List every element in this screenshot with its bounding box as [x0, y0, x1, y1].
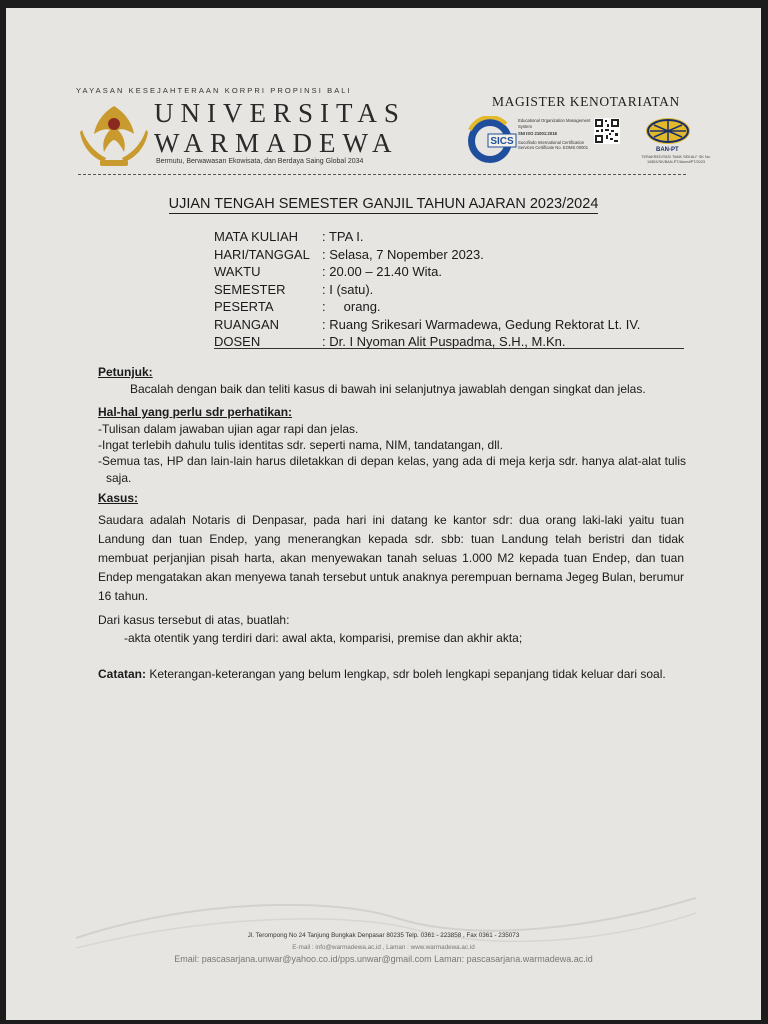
case-text: Saudara adalah Notaris di Denpasar, pada hari ini datang ke kantor sdr: dua orang laki-laki yaitu tuan Landung dan tuan Endep, yang menerangkan kepada sdr. sbb: tuan Landung telah beristri dan tidak membuat perjanjian pisah harta, akan menyewakan tanah seluas 1.000 M2 kepada tuan Endep, dan tuan Endep mengatakan akan menyewa tanah tersebut untuk anaknya perempuan bernama Jegeg Bulan, berumur 16 tahun. — [98, 513, 684, 603]
detail-value: : TPA I. — [322, 229, 364, 244]
detail-row-participants — [214, 298, 684, 316]
letterhead-divider — [78, 174, 686, 175]
detail-row-room — [214, 316, 684, 334]
note-text: Keterangan-keterangan yang belum lengkap, sdr boleh lengkapi sepanjang tidak keluar dari soal. — [149, 667, 666, 681]
detail-label: PESERTA — [214, 299, 274, 314]
foundation-name: YAYASAN KESEJAHTERAAN KORPRI PROPINSI BALI — [76, 86, 352, 95]
footer-contact: Email: pascasarjana.unwar@yahoo.co.id/pps.unwar@gmail.com Laman: pascasarjana.warmadewa.ac.id — [174, 954, 593, 964]
qr-code-icon — [594, 118, 620, 144]
attention-item: -Tulisan dalam jawaban ujian agar rapi dan jelas. — [98, 422, 359, 436]
detail-value: : orang. — [322, 299, 381, 314]
iso-line-2: SNI ISO 21001:2018 — [518, 131, 557, 137]
detail-label: DOSEN — [214, 334, 261, 349]
task-intro: Dari kasus tersebut di atas, buatlah: — [98, 613, 290, 627]
detail-label: MATA KULIAH — [214, 229, 299, 244]
exam-title-text: UJIAN TENGAH SEMESTER GANJIL TAHUN AJARAN 2023/2024 — [168, 196, 599, 212]
ban-pt-label: BAN-PT — [656, 147, 679, 153]
attention-item: -Ingat terlebih dahulu tulis identitas sdr. seperti nama, NIM, tandatangan, dll. — [98, 438, 503, 452]
university-name — [154, 98, 406, 158]
sics-certification-badge-icon — [466, 116, 522, 166]
instructions-text: Bacalah dengan baik dan teliti kasus di bawah ini selanjutnya jawablah dengan singkat dan jelas. — [130, 382, 646, 396]
footer-email: E-mail : info@warmadewa.ac.id , Laman : www.warmadewa.ac.id — [292, 944, 475, 951]
detail-row-date — [214, 246, 684, 264]
detail-row-time — [214, 263, 684, 281]
detail-value: : I (satu). — [322, 281, 374, 297]
university-name-line2: WARMADEWA — [154, 128, 399, 158]
detail-value: : Dr. I Nyoman Alit Puspadma, S.H., M.Kn. — [322, 334, 566, 349]
detail-row-course — [214, 228, 684, 246]
university-name-line1: UNIVERSITAS — [154, 98, 406, 128]
detail-row-semester — [214, 281, 684, 299]
exam-details-table — [214, 228, 684, 351]
task-item: -akta otentik yang terdiri dari: awal akta, komparisi, premise dan akhir akta; — [124, 631, 523, 645]
details-divider — [214, 348, 684, 349]
note-paragraph — [98, 665, 684, 684]
iso-line-3: Sucofindo International Certification Services Certificate No. EOMS 00001 — [518, 139, 589, 151]
exam-title — [6, 196, 761, 212]
warmadewa-emblem-icon — [74, 100, 154, 170]
detail-value: : 20.00 – 21.40 Wita. — [322, 264, 442, 279]
detail-label: RUANGAN — [214, 316, 280, 332]
sics-label: SICS — [490, 136, 514, 147]
detail-value: : Ruang Srikesari Warmadewa, Gedung Rektorat Lt. IV. — [322, 316, 641, 332]
ban-pt-logo-icon — [640, 116, 696, 150]
program-name: MAGISTER KENOTARIATAN — [492, 94, 680, 109]
ban-pt-accreditation-text: TERAKREDITASI "BAIK SEKALI" SK No. 10853/SK/BAN-PT/Akred/PT/2023 — [641, 155, 711, 164]
detail-label: WAKTU — [214, 264, 261, 279]
note-label: Catatan: — [98, 667, 147, 681]
detail-label: SEMESTER — [214, 281, 286, 297]
instructions-heading: Petunjuk: — [98, 365, 153, 379]
attention-heading: Hal-hal yang perlu sdr perhatikan: — [98, 405, 293, 419]
iso-line-1: Educational Organization Management System — [518, 118, 591, 129]
attention-item — [98, 453, 686, 487]
footer-address: Jl. Terompong No 24 Tanjung Bungkak Denpasar 80235 Telp. 0361 - 223858 , Fax 0361 - 235073 — [247, 932, 520, 939]
case-heading: Kasus: — [98, 491, 139, 505]
attention-item-text: -Semua tas, HP dan lain-lain harus diletakkan di depan kelas, yang ada di meja kerja sdr. hanya alat-alat tulis saja. — [98, 454, 686, 485]
university-tagline: Bermutu, Berwawasan Ekowisata, dan Berdaya Saing Global 2034 — [156, 158, 364, 165]
exam-document — [6, 8, 761, 1020]
iso-certification-text — [518, 118, 594, 151]
detail-value: : Selasa, 7 Nopember 2023. — [322, 246, 484, 262]
detail-label: HARI/TANGGAL — [214, 246, 310, 262]
